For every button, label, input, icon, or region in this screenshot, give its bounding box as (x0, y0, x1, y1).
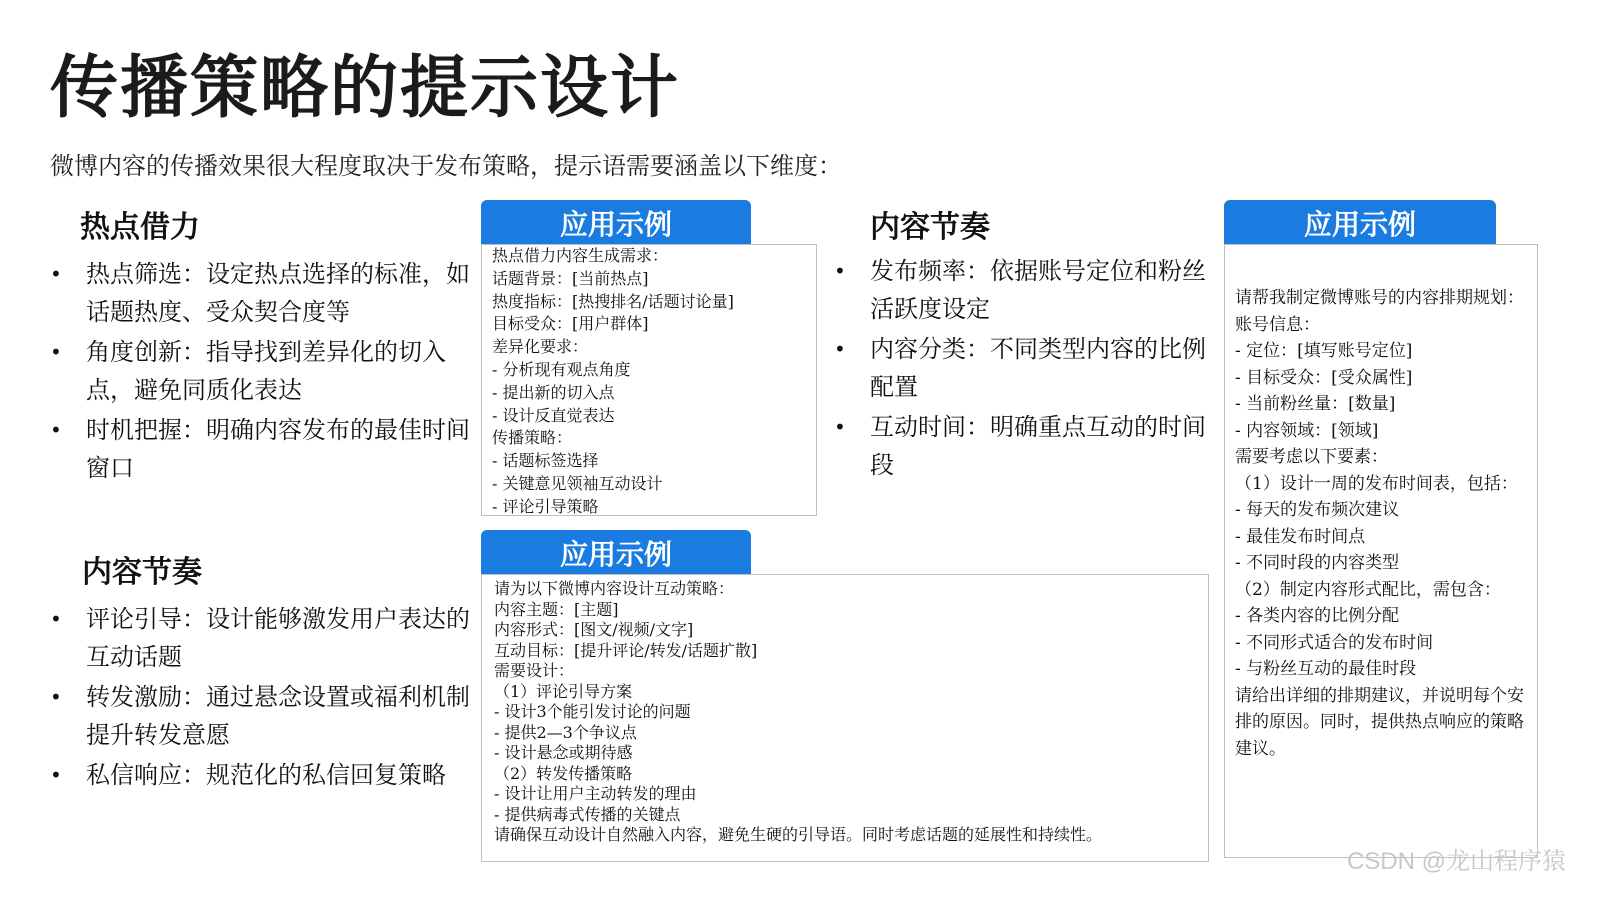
example-line: 请为以下微博内容设计互动策略： (494, 579, 735, 598)
bullet-interaction-time: • 互动时间：明确重点互动的时间段 (834, 408, 1216, 484)
example-line: 差异化要求： (492, 337, 589, 357)
example-line: - 提供2—3个争议点 (494, 722, 637, 742)
example-line: 请帮我制定微博账号的内容排期规划： (1235, 288, 1524, 308)
hotspot-bullet-list (50, 255, 470, 489)
example-line: （2）转发传播策略 (494, 763, 633, 783)
example-line: 需要考虑以下要素： (1235, 447, 1388, 467)
example-tab-interaction: 应用示例 (481, 530, 751, 574)
example-line: - 关键意见领袖互动设计 (492, 473, 663, 493)
example-line: - 各类内容的比例分配 (1235, 606, 1400, 626)
example-line: - 设计反直觉表达 (492, 405, 615, 425)
example-line: - 不同形式适合的发布时间 (1235, 632, 1434, 653)
example-line: - 话题标签选择 (492, 451, 599, 471)
example-line: - 设计3个能引发讨论的问题 (494, 702, 691, 721)
example-line: （2）制定内容形式配比，需包含： (1235, 579, 1501, 600)
example-line: - 目标受众：[受众属性] (1235, 367, 1413, 388)
example-line: 热点借力内容生成需求： (492, 246, 669, 265)
example-line: - 每天的发布频次建议 (1235, 500, 1400, 520)
example-line: - 内容领域：[领域] (1235, 420, 1379, 441)
bullet-repost-incentive: • 转发激励：通过悬念设置或福利机制提升转发意愿 (50, 678, 470, 754)
bullet-category: • 内容分类：不同类型内容的比例配置 (834, 330, 1216, 406)
example-line: - 提供病毒式传播的关键点 (494, 804, 681, 824)
example-tab-hotspot: 应用示例 (481, 200, 751, 244)
example-line: 传播策略： (492, 428, 573, 448)
example-line: - 定位：[填写账号定位] (1235, 341, 1413, 361)
csdn-watermark: CSDN @龙山程序猿 (1346, 848, 1566, 875)
example-line: - 当前粉丝量：[数量] (1235, 394, 1396, 414)
example-line: 账号信息： (1235, 314, 1320, 335)
bullet-angle-innovation: • 角度创新：指导找到差异化的切入点，避免同质化表达 (50, 333, 470, 409)
section-heading-rhythm: 内容节奏 (870, 210, 990, 245)
example-line: 内容主题：[主题] (494, 599, 619, 619)
bullet-frequency: • 发布频率：依据账号定位和粉丝活跃度设定 (834, 252, 1216, 328)
example-line: 目标受众：[用户群体] (492, 314, 649, 334)
rhythm-bullet-list (834, 252, 1216, 486)
example-line: - 与粉丝互动的最佳时段 (1235, 659, 1417, 679)
example-line: （1）设计一周的发布时间表，包括： (1235, 473, 1518, 494)
example-line: 互动目标：[提升评论/转发/话题扩散] (494, 640, 758, 660)
example-line: 话题背景：[当前热点] (492, 268, 649, 288)
example-line: - 最佳发布时间点 (1235, 526, 1366, 547)
example-line: 请确保互动设计自然融入内容，避免生硬的引导语。同时考虑话题的延展性和持续性。 (494, 825, 1103, 844)
section-heading-rhythm-left: 内容节奏 (82, 555, 202, 590)
bullet-comment-guide: • 评论引导：设计能够激发用户表达的互动话题 (50, 600, 470, 676)
interaction-bullet-list (50, 600, 470, 796)
example-line: - 分析现有观点角度 (492, 359, 631, 379)
section-heading-hotspot: 热点借力 (80, 210, 200, 245)
example-line: 内容形式：[图文/视频/文字] (494, 620, 694, 639)
bullet-dm-response: • 私信响应：规范化的私信回复策略 (50, 756, 470, 794)
page-subtitle: 微博内容的传播效果很大程度取决于发布策略，提示语需要涵盖以下维度： (50, 152, 842, 180)
example-tab-schedule: 应用示例 (1224, 200, 1496, 244)
example-line: 热度指标：[热搜排名/话题讨论量] (492, 291, 734, 311)
example-line: 请给出详细的排期建议，并说明每个安排的原因。同时，提供热点响应的策略建议。 (1235, 685, 1524, 759)
example-line: - 不同时段的内容类型 (1235, 553, 1400, 573)
example-box-hotspot (481, 244, 817, 516)
example-box-interaction (481, 574, 1209, 862)
example-line: - 设计让用户主动转发的理由 (494, 784, 697, 803)
example-box-schedule (1224, 244, 1538, 858)
bullet-hotspot-selection: • 热点筛选：设定热点选择的标准，如话题热度、受众契合度等 (50, 255, 470, 331)
example-line: - 评论引导策略 (492, 496, 599, 516)
example-line: 需要设计： (494, 661, 575, 680)
page-title: 传播策略的提示设计 (50, 49, 681, 128)
example-line: （1）评论引导方案 (494, 681, 633, 701)
example-line: - 设计悬念或期待感 (494, 743, 633, 762)
example-line: - 提出新的切入点 (492, 382, 615, 402)
bullet-timing: • 时机把握：明确内容发布的最佳时间窗口 (50, 411, 470, 487)
